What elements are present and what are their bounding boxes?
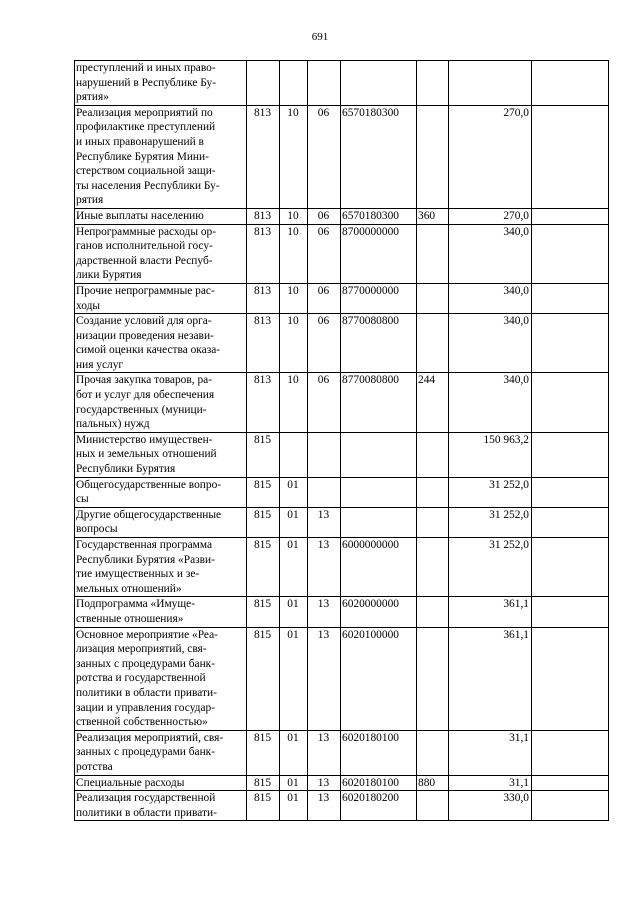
amount-cell: 361,1	[449, 627, 532, 730]
empty-column-cell	[532, 61, 609, 106]
row-name-line: лизация мероприятий, свя-	[76, 643, 207, 656]
grbs-code-cell: 813	[247, 105, 280, 208]
row-name-line: ты населения Республики Бу-	[76, 179, 220, 192]
row-name-line: Прочие непрограммные рас-	[76, 284, 215, 297]
section-code-cell: 01	[280, 775, 308, 791]
grbs-code-cell: 815	[247, 627, 280, 730]
grbs-code-cell: 813	[247, 314, 280, 373]
row-name-cell	[75, 105, 247, 208]
amount-cell: 31,1	[449, 730, 532, 775]
row-name-cell	[75, 538, 247, 597]
target-article-cell: 6570180300	[341, 208, 417, 224]
grbs-code-cell: 815	[247, 791, 280, 821]
row-name-line: рятия	[76, 194, 104, 207]
row-name-cell	[75, 730, 247, 775]
empty-column-cell	[532, 477, 609, 507]
row-name-line: Реализация государственной	[76, 792, 216, 805]
table-row	[75, 730, 609, 775]
grbs-code-cell: 815	[247, 538, 280, 597]
grbs-code-cell: 815	[247, 730, 280, 775]
row-name-line: стерством социальной защи-	[76, 165, 216, 178]
subsection-code-cell: 13	[308, 627, 341, 730]
amount-cell: 150 963,2	[449, 432, 532, 477]
section-code-cell: 01	[280, 507, 308, 537]
amount-cell: 31 252,0	[449, 477, 532, 507]
table-row	[75, 283, 609, 313]
target-article-cell: 8700000000	[341, 224, 417, 283]
expense-type-cell: 360	[417, 208, 449, 224]
row-name-line: занных с процедурами банк-	[76, 746, 216, 759]
section-code-cell: 10	[280, 283, 308, 313]
row-name-line: ходы	[76, 299, 101, 312]
row-name-cell	[75, 373, 247, 432]
amount-cell: 361,1	[449, 597, 532, 627]
row-name-line: ственные отношения»	[76, 612, 184, 625]
row-name-cell	[75, 283, 247, 313]
row-name-line: ния услуг	[76, 358, 124, 371]
table-row	[75, 224, 609, 283]
expense-type-cell	[417, 224, 449, 283]
target-article-cell: 6020180200	[341, 791, 417, 821]
row-name-line: рятия»	[76, 91, 109, 104]
grbs-code-cell: 813	[247, 224, 280, 283]
section-code-cell: 01	[280, 730, 308, 775]
amount-cell	[449, 61, 532, 106]
row-name-line: Реализация мероприятий, свя-	[76, 731, 224, 744]
row-name-line: государственных (муници-	[76, 403, 207, 416]
expense-type-cell	[417, 507, 449, 537]
row-name-line: ственной собственностью»	[76, 716, 208, 729]
expense-type-cell: 244	[417, 373, 449, 432]
row-name-cell	[75, 432, 247, 477]
table-row	[75, 105, 609, 208]
section-code-cell: 10	[280, 224, 308, 283]
row-name-line: Непрограммные расходы ор-	[76, 225, 217, 238]
subsection-code-cell: 13	[308, 538, 341, 597]
row-name-line: Подпрограмма «Имуще-	[76, 598, 195, 611]
row-name-line: занных с процедурами банк-	[76, 657, 216, 670]
table-row	[75, 775, 609, 791]
target-article-cell: 6020000000	[341, 597, 417, 627]
amount-cell: 31,1	[449, 775, 532, 791]
subsection-code-cell: 13	[308, 507, 341, 537]
expense-type-cell	[417, 105, 449, 208]
grbs-code-cell: 815	[247, 477, 280, 507]
table-row	[75, 477, 609, 507]
empty-column-cell	[532, 730, 609, 775]
expense-type-cell	[417, 597, 449, 627]
subsection-code-cell: 13	[308, 791, 341, 821]
section-code-cell	[280, 61, 308, 106]
table-row	[75, 507, 609, 537]
section-code-cell: 01	[280, 627, 308, 730]
section-code-cell	[280, 432, 308, 477]
row-name-cell	[75, 791, 247, 821]
row-name-line: преступлений и иных право-	[76, 62, 216, 74]
row-name-cell	[75, 477, 247, 507]
grbs-code-cell: 815	[247, 507, 280, 537]
row-name-line: Создание условий для орга-	[76, 315, 212, 328]
table-row	[75, 432, 609, 477]
subsection-code-cell	[308, 61, 341, 106]
target-article-cell	[341, 507, 417, 537]
row-name-line: ротства	[76, 760, 113, 773]
empty-column-cell	[532, 208, 609, 224]
expense-type-cell: 880	[417, 775, 449, 791]
table-row	[75, 791, 609, 821]
section-code-cell: 01	[280, 597, 308, 627]
target-article-cell: 6020100000	[341, 627, 417, 730]
row-name-line: Министерство имуществен-	[76, 433, 213, 446]
row-name-line: низации проведения незави-	[76, 329, 214, 342]
expense-type-cell	[417, 627, 449, 730]
table-row	[75, 627, 609, 730]
target-article-cell: 8770080800	[341, 314, 417, 373]
grbs-code-cell	[247, 61, 280, 106]
target-article-cell: 8770000000	[341, 283, 417, 313]
subsection-code-cell: 13	[308, 597, 341, 627]
section-code-cell: 10	[280, 373, 308, 432]
grbs-code-cell: 813	[247, 373, 280, 432]
target-article-cell: 6020180100	[341, 730, 417, 775]
expense-type-cell	[417, 283, 449, 313]
table-row	[75, 208, 609, 224]
row-name-line: ротства и государственной	[76, 672, 206, 685]
target-article-cell: 8770080800	[341, 373, 417, 432]
amount-cell: 270,0	[449, 208, 532, 224]
row-name-line: Прочая закупка товаров, ра-	[76, 374, 212, 387]
table-row	[75, 538, 609, 597]
target-article-cell: 6570180300	[341, 105, 417, 208]
subsection-code-cell: 06	[308, 283, 341, 313]
expense-type-cell	[417, 730, 449, 775]
empty-column-cell	[532, 314, 609, 373]
row-name-line: Общегосударственные вопро-	[76, 478, 222, 491]
row-name-cell	[75, 314, 247, 373]
expense-type-cell	[417, 314, 449, 373]
grbs-code-cell: 815	[247, 775, 280, 791]
row-name-line: вопросы	[76, 523, 118, 536]
row-name-line: Специальные расходы	[76, 776, 185, 789]
target-article-cell	[341, 477, 417, 507]
section-code-cell: 10	[280, 314, 308, 373]
row-name-line: Иные выплаты населению	[76, 209, 204, 222]
row-name-cell	[75, 208, 247, 224]
empty-column-cell	[532, 283, 609, 313]
row-name-line: ганов исполнительной госу-	[76, 240, 213, 253]
amount-cell: 340,0	[449, 314, 532, 373]
row-name-line: нарушений в Республике Бу-	[76, 76, 216, 89]
target-article-cell: 6020180100	[341, 775, 417, 791]
row-name-line: политики в области привати-	[76, 686, 217, 699]
subsection-code-cell: 06	[308, 314, 341, 373]
empty-column-cell	[532, 224, 609, 283]
row-name-cell	[75, 627, 247, 730]
subsection-code-cell: 13	[308, 775, 341, 791]
row-name-line: бот и услуг для обеспечения	[76, 389, 215, 402]
empty-column-cell	[532, 597, 609, 627]
row-name-line: Республики Бурятия	[76, 463, 176, 476]
target-article-cell	[341, 61, 417, 106]
grbs-code-cell: 815	[247, 432, 280, 477]
section-code-cell: 01	[280, 477, 308, 507]
table-row	[75, 61, 609, 106]
target-article-cell: 6000000000	[341, 538, 417, 597]
table-row	[75, 373, 609, 432]
row-name-line: тие имущественных и зе-	[76, 568, 200, 581]
row-name-line: профилактике преступлений	[76, 121, 216, 134]
row-name-line: зации и управления государ-	[76, 701, 216, 714]
row-name-line: Республике Бурятия Мини-	[76, 150, 209, 163]
expense-type-cell	[417, 791, 449, 821]
amount-cell: 340,0	[449, 283, 532, 313]
section-code-cell: 10	[280, 208, 308, 224]
row-name-line: дарственной власти Респуб-	[76, 254, 213, 267]
amount-cell: 31 252,0	[449, 538, 532, 597]
amount-cell: 340,0	[449, 373, 532, 432]
row-name-line: Республики Бурятия «Разви-	[76, 553, 215, 566]
empty-column-cell	[532, 507, 609, 537]
expense-type-cell	[417, 432, 449, 477]
section-code-cell: 01	[280, 791, 308, 821]
subsection-code-cell: 06	[308, 224, 341, 283]
row-name-line: мельных отношений»	[76, 582, 182, 595]
grbs-code-cell: 813	[247, 283, 280, 313]
empty-column-cell	[532, 105, 609, 208]
row-name-line: политики в области привати-	[76, 806, 217, 819]
grbs-code-cell: 813	[247, 208, 280, 224]
page-number: 691	[311, 31, 329, 43]
row-name-line: симой оценки качества оказа-	[76, 344, 221, 357]
empty-column-cell	[532, 373, 609, 432]
subsection-code-cell: 06	[308, 373, 341, 432]
row-name-line: ных и земельных отношений	[76, 448, 217, 461]
row-name-line: Государственная программа	[76, 539, 213, 551]
row-name-line: Другие общегосударственные	[76, 508, 222, 521]
table-row	[75, 597, 609, 627]
row-name-cell	[75, 597, 247, 627]
table-row	[75, 314, 609, 373]
section-code-cell: 10	[280, 105, 308, 208]
subsection-code-cell	[308, 432, 341, 477]
row-name-cell	[75, 61, 247, 106]
expense-type-cell	[417, 61, 449, 106]
subsection-code-cell	[308, 477, 341, 507]
empty-column-cell	[532, 627, 609, 730]
row-name-cell	[75, 507, 247, 537]
empty-column-cell	[532, 432, 609, 477]
grbs-code-cell: 815	[247, 597, 280, 627]
row-name-line: лики Бурятия	[76, 269, 142, 282]
target-article-cell	[341, 432, 417, 477]
row-name-line: пальных) нужд	[76, 418, 150, 431]
amount-cell: 31 252,0	[449, 507, 532, 537]
row-name-cell	[75, 224, 247, 283]
subsection-code-cell: 06	[308, 208, 341, 224]
row-name-line: сы	[76, 493, 89, 506]
amount-cell: 340,0	[449, 224, 532, 283]
row-name-cell	[75, 775, 247, 791]
budget-table	[74, 60, 609, 821]
expense-type-cell	[417, 477, 449, 507]
subsection-code-cell: 13	[308, 730, 341, 775]
empty-column-cell	[532, 791, 609, 821]
amount-cell: 330,0	[449, 791, 532, 821]
subsection-code-cell: 06	[308, 105, 341, 208]
empty-column-cell	[532, 538, 609, 597]
section-code-cell: 01	[280, 538, 308, 597]
empty-column-cell	[532, 775, 609, 791]
amount-cell: 270,0	[449, 105, 532, 208]
row-name-line: Основное мероприятие «Реа-	[76, 628, 218, 641]
expense-type-cell	[417, 538, 449, 597]
row-name-line: Реализация мероприятий по	[76, 106, 213, 119]
row-name-line: и иных правонарушений в	[76, 135, 204, 148]
